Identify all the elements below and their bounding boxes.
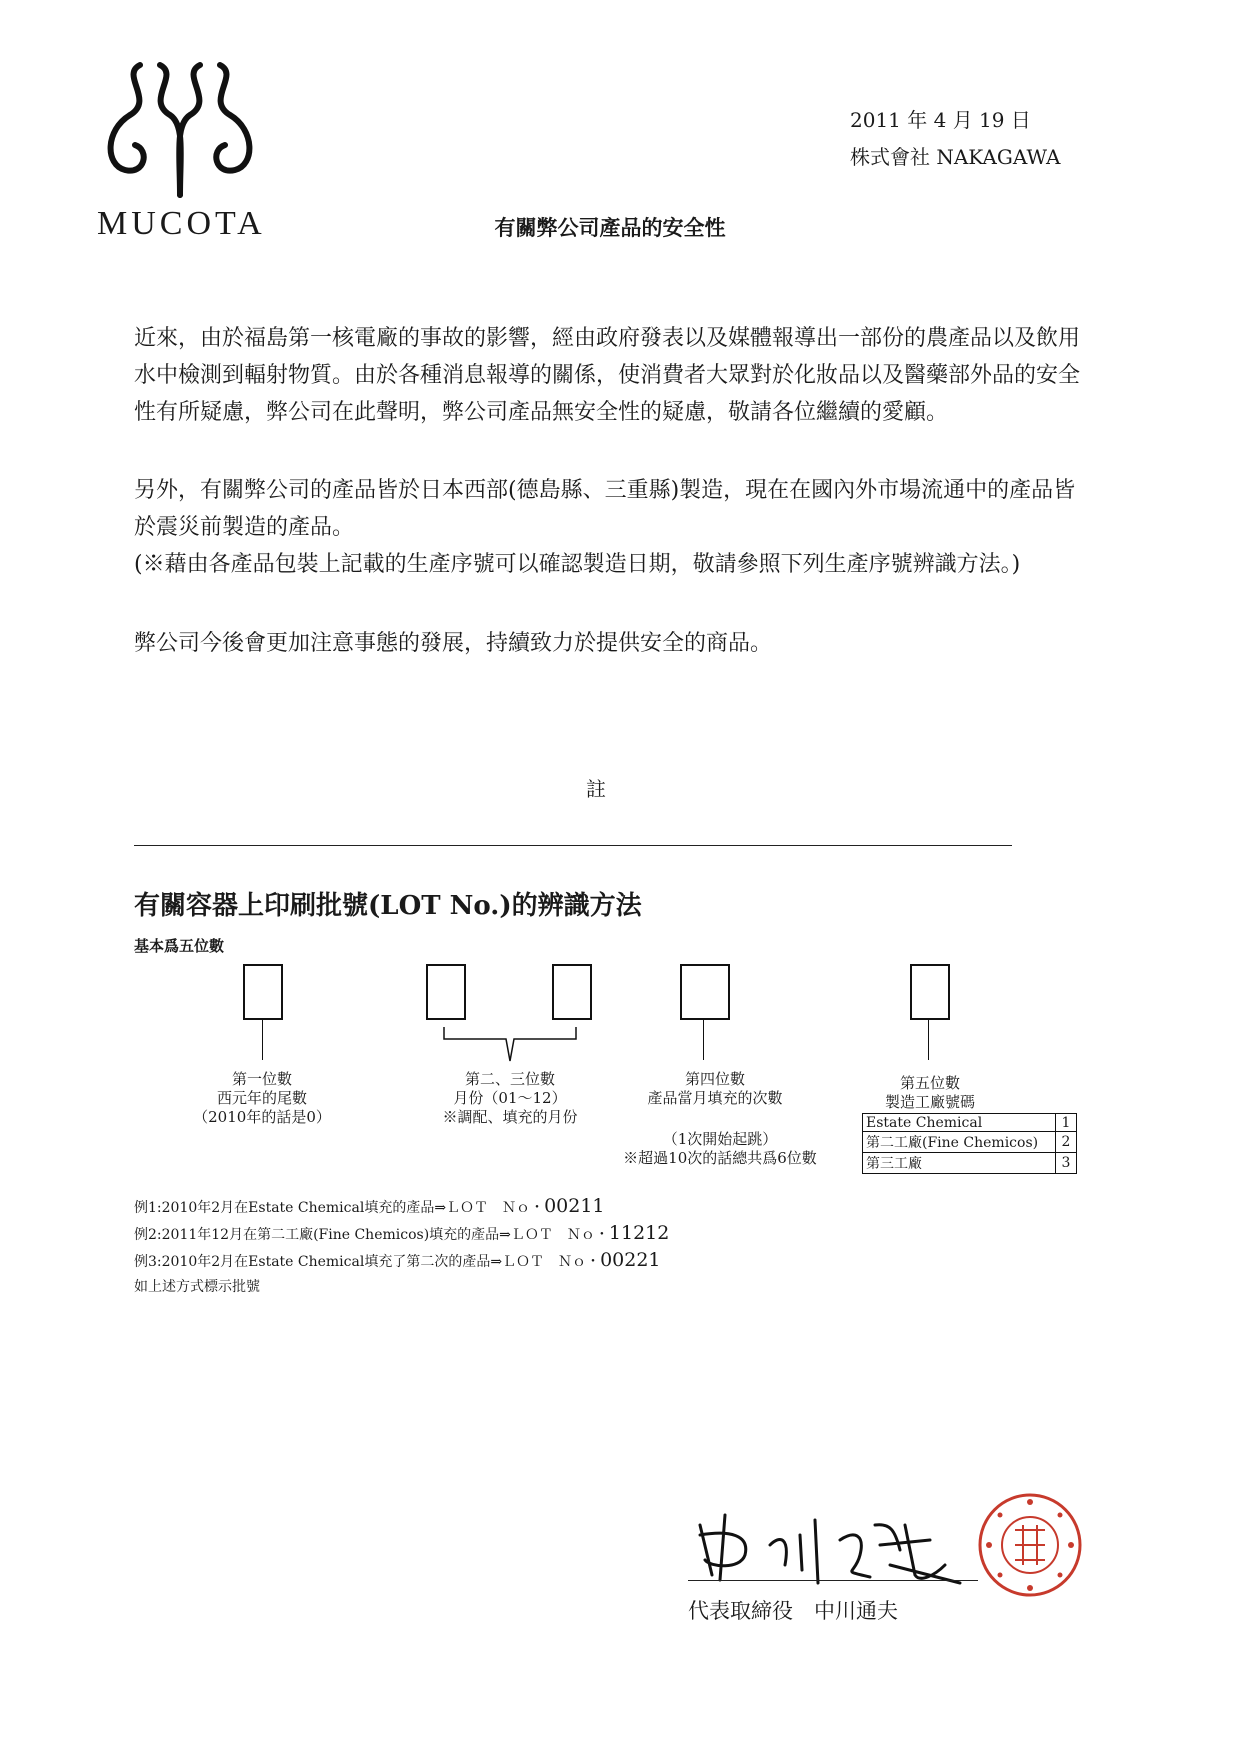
connector-line-5 [928, 1020, 929, 1060]
example-3: 例3:2010年2月在Estate Chemical填充了第二次的產品⇒ＬＯＴ Ｎｏ・00221 [134, 1249, 661, 1271]
digit4-caption: 第四位數 產品當月填充的次數 [647, 1070, 783, 1107]
digit-box-1 [243, 964, 283, 1020]
mucota-swirl-logo-icon [100, 55, 260, 205]
handwritten-signature [690, 1505, 980, 1585]
company-seal-stamp [975, 1490, 1085, 1600]
table-row: Estate Chemical 1 [863, 1114, 1077, 1132]
table-row: 第二工廠(Fine Chemicos) 2 [863, 1132, 1077, 1153]
signature-line [688, 1580, 978, 1581]
digit1-caption: 第一位數 西元年的尾數 （2010年的話是0） [193, 1070, 331, 1126]
connector-line-1 [262, 1020, 263, 1060]
note-label: 註 [586, 777, 606, 801]
letter-header [850, 102, 1061, 176]
table-row: 第三工廠 3 [863, 1153, 1077, 1174]
lot-section-subtitle: 基本爲五位數 [134, 937, 225, 955]
example-1: 例1:2010年2月在Estate Chemical填充的產品⇒ＬＯＴ Ｎｏ・00211 [134, 1195, 605, 1217]
example-2: 例2:2011年12月在第二工廠(Fine Chemicos)填充的產品⇒ＬＯＴ Ｎｏ・11212 [134, 1222, 670, 1244]
bracket-digits-2-3 [440, 1025, 580, 1065]
example-closing: 如上述方式標示批號 [134, 1279, 260, 1295]
paragraph-3: (※藉由各產品包裝上記載的生產序號可以確認製造日期，敬請參照下列生產序號辨識方法。) [134, 552, 1021, 577]
paragraph-1: 近來，由於福島第一核電廠的事故的影響，經由政府發表以及媒體報導出一部份的農產品以及飲用水中檢測到輻射物質。由於各種消息報導的關係，使消費者大眾對於化妝品以及醫藥部外品的安全性有所疑慮，弊公司在此聲明，弊公司產品無安全性的疑慮，敬請各位繼續的愛顧。 [134, 326, 1081, 425]
letter-date: 2011 年 4 月 19 日 [850, 108, 1031, 132]
digit23-caption: 第二、三位數 月份（01～12） ※調配、填充的月份 [442, 1070, 578, 1126]
digit-box-4 [680, 964, 730, 1020]
letter-title: 有關弊公司產品的安全性 [494, 215, 726, 240]
factory-code-table [862, 1113, 1077, 1174]
digit5-caption: 第五位數 製造工廠號碼 [884, 1074, 975, 1111]
paragraph-4: 弊公司今後會更加注意事態的發展，持續致力於提供安全的商品。 [134, 631, 773, 656]
paragraph-2: 另外，有關弊公司的產品皆於日本西部(德島縣、三重縣)製造，現在在國內外市場流通中的產品皆於震災前製造的產品。 [134, 478, 1076, 540]
brand-name: MUCOTA [97, 205, 266, 242]
digit4-notes: （1次開始起跳） ※超過10次的話總共爲6位數 [623, 1130, 817, 1167]
digit-box-3 [552, 964, 592, 1020]
lot-section-title: 有關容器上印刷批號(LOT No.)的辨識方法 [134, 891, 642, 921]
representative-name: 代表取締役 中川通夫 [688, 1599, 898, 1623]
digit-box-5 [910, 964, 950, 1020]
divider [134, 845, 1012, 846]
digit-box-2 [426, 964, 466, 1020]
company-name: 株式會社 NAKAGAWA [850, 145, 1061, 169]
connector-line-4 [703, 1020, 704, 1060]
